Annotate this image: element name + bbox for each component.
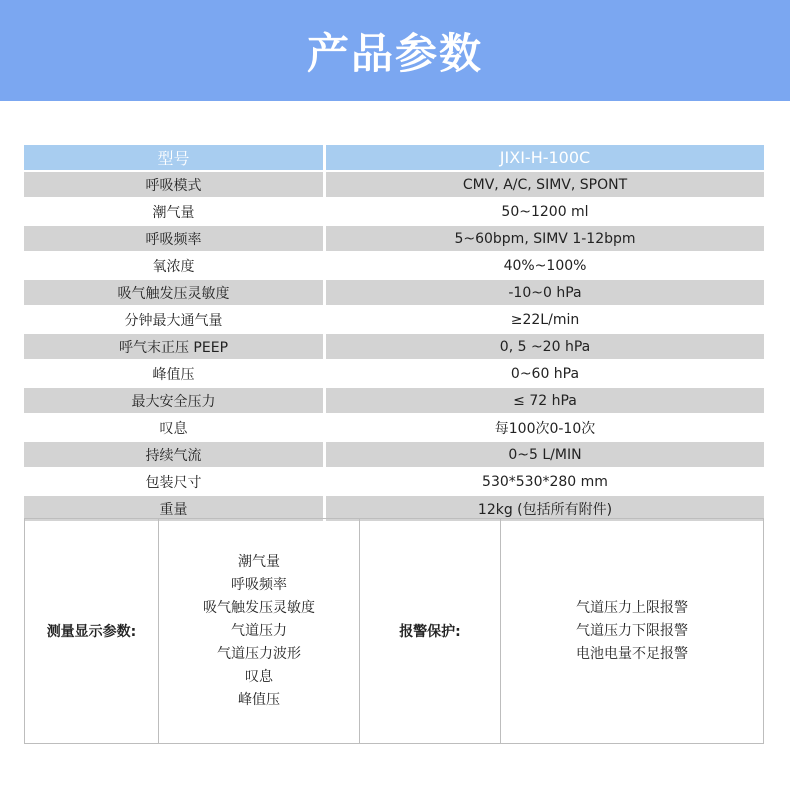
list-item: 吸气触发压灵敏度 [203, 599, 315, 616]
row-value: 530*530*280 mm [325, 468, 765, 495]
table-row [24, 360, 764, 387]
alarm-label-cell [360, 519, 501, 743]
spec-table [24, 145, 764, 523]
model-value: JIXI-H-100C [325, 145, 765, 171]
row-label: 持续气流 [24, 441, 325, 468]
measure-label-cell [25, 519, 159, 743]
table-row [24, 225, 764, 252]
row-label: 吸气触发压灵敏度 [24, 279, 325, 306]
list-item: 气道压力上限报警 [576, 599, 688, 616]
measure-label: 测量显示参数: [46, 624, 137, 640]
list-item: 气道压力下限报警 [576, 622, 688, 639]
list-item: 电池电量不足报警 [576, 645, 688, 662]
row-value: -10~0 hPa [325, 279, 765, 306]
table-row [24, 306, 764, 333]
table-row [24, 468, 764, 495]
model-label: 型号 [24, 145, 325, 171]
page-title: 产品参数 [306, 28, 483, 78]
table-row [24, 279, 764, 306]
row-label: 潮气量 [24, 198, 325, 225]
row-label: 叹息 [24, 414, 325, 441]
measure-list [203, 551, 315, 712]
feature-table [24, 518, 764, 744]
list-item: 潮气量 [238, 553, 280, 570]
table-row [24, 387, 764, 414]
row-value: 0~60 hPa [325, 360, 765, 387]
list-item: 峰值压 [238, 691, 280, 708]
row-value: 0, 5 ~20 hPa [325, 333, 765, 360]
row-value: 12kg (包括所有附件) [325, 495, 765, 522]
row-value: ≤ 72 hPa [325, 387, 765, 414]
row-value: 5~60bpm, SIMV 1-12bpm [325, 225, 765, 252]
row-label: 峰值压 [24, 360, 325, 387]
alarm-list-cell [501, 519, 763, 743]
table-row [24, 171, 764, 198]
row-value: ≥22L/min [325, 306, 765, 333]
row-label: 呼吸频率 [24, 225, 325, 252]
row-label: 最大安全压力 [24, 387, 325, 414]
table-row [24, 333, 764, 360]
table-row [24, 414, 764, 441]
list-item: 叹息 [245, 668, 273, 685]
row-label: 分钟最大通气量 [24, 306, 325, 333]
row-label: 呼吸模式 [24, 171, 325, 198]
alarm-list [576, 597, 688, 666]
list-item: 气道压力 [231, 622, 287, 639]
row-value: 0~5 L/MIN [325, 441, 765, 468]
table-row [24, 198, 764, 225]
table-header-row [24, 145, 764, 171]
header-banner [0, 0, 790, 101]
row-value: CMV, A/C, SIMV, SPONT [325, 171, 765, 198]
row-value: 50~1200 ml [325, 198, 765, 225]
row-label: 包装尺寸 [24, 468, 325, 495]
measure-list-cell [159, 519, 360, 743]
row-label: 氧浓度 [24, 252, 325, 279]
row-value: 40%~100% [325, 252, 765, 279]
row-label: 呼气末正压 PEEP [24, 333, 325, 360]
list-item: 气道压力波形 [217, 645, 301, 662]
alarm-label: 报警保护: [399, 624, 461, 640]
row-label: 重量 [24, 495, 325, 522]
table-row [24, 441, 764, 468]
list-item: 呼吸频率 [231, 576, 287, 593]
row-value: 每100次0-10次 [325, 414, 765, 441]
table-row [24, 252, 764, 279]
